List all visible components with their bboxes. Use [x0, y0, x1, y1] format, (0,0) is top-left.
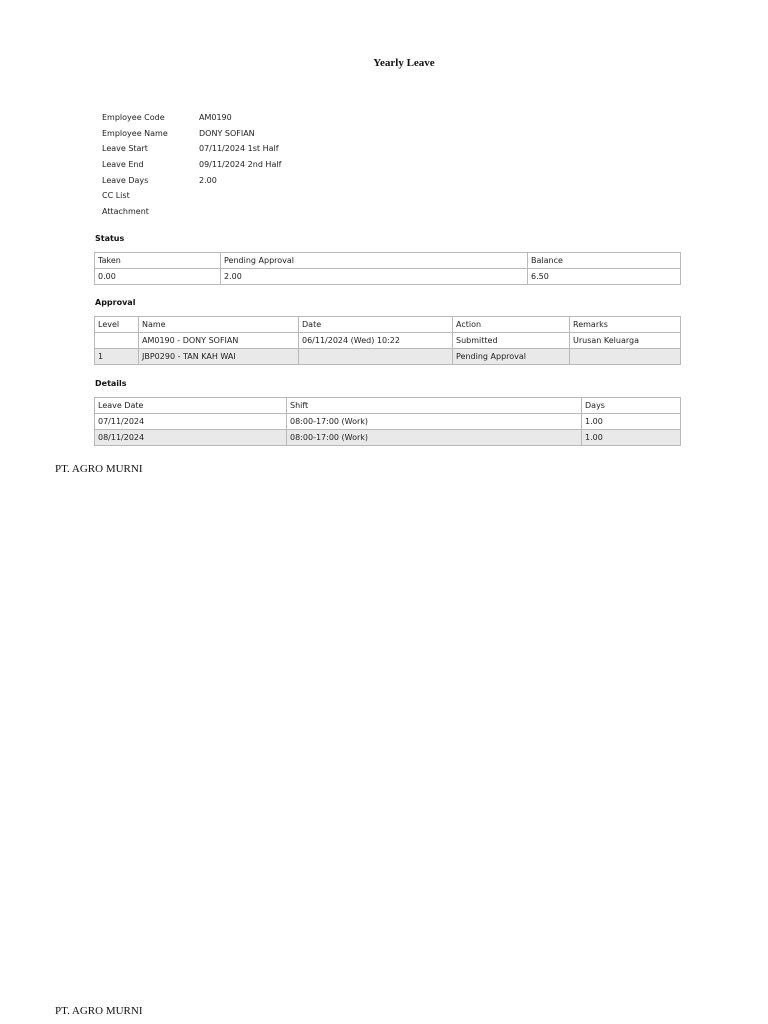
table-header-cell: Days [582, 398, 681, 414]
table-cell: 07/11/2024 [95, 414, 287, 430]
info-label: Employee Name [102, 128, 168, 138]
table-row [95, 269, 681, 285]
info-row-employee-code [102, 110, 281, 126]
table-cell: JBP0290 - TAN KAH WAI [139, 349, 299, 365]
info-label: Attachment [102, 206, 149, 216]
table-cell: 08:00-17:00 (Work) [287, 430, 582, 446]
table-cell: 6.50 [528, 269, 681, 285]
details-table [94, 397, 681, 446]
table-header-cell: Remarks [570, 317, 681, 333]
table-cell: 1 [95, 349, 139, 365]
table-header-cell: Name [139, 317, 299, 333]
info-row-cc-list [102, 188, 281, 204]
table-row [95, 333, 681, 349]
status-heading: Status [95, 234, 125, 243]
approval-table [94, 316, 681, 365]
table-cell: 0.00 [95, 269, 221, 285]
approval-heading: Approval [95, 298, 136, 307]
details-heading: Details [95, 379, 127, 388]
info-row-leave-start [102, 141, 281, 157]
table-cell [570, 349, 681, 365]
table-header-cell: Level [95, 317, 139, 333]
company-name-footer: PT. AGRO MURNI [55, 463, 143, 475]
table-header-cell: Shift [287, 398, 582, 414]
table-header-cell: Taken [95, 253, 221, 269]
table-row [95, 414, 681, 430]
table-cell: 08:00-17:00 (Work) [287, 414, 582, 430]
company-name-page-footer: PT. AGRO MURNI [55, 1005, 143, 1017]
info-label: Leave Days [102, 175, 149, 185]
table-cell: Pending Approval [453, 349, 570, 365]
info-value: AM0190 [199, 113, 232, 123]
table-header-cell: Action [453, 317, 570, 333]
info-row-leave-days [102, 172, 281, 188]
table-cell: 08/11/2024 [95, 430, 287, 446]
info-label: Leave Start [102, 144, 148, 154]
table-cell: Urusan Keluarga [570, 333, 681, 349]
info-row-leave-end [102, 157, 281, 173]
table-header-cell: Balance [528, 253, 681, 269]
info-label: CC List [102, 191, 130, 201]
info-value: 07/11/2024 1st Half [199, 144, 279, 154]
info-value: DONY SOFIAN [199, 128, 255, 138]
info-value: 09/11/2024 2nd Half [199, 160, 282, 170]
table-header-cell: Leave Date [95, 398, 287, 414]
status-table [94, 252, 681, 285]
info-row-attachment [102, 204, 281, 220]
table-header-row [95, 253, 681, 269]
info-label: Employee Code [102, 113, 165, 123]
page-title: Yearly Leave [373, 57, 435, 69]
table-cell: 1.00 [582, 414, 681, 430]
table-header-row [95, 317, 681, 333]
table-cell [95, 333, 139, 349]
table-cell: 06/11/2024 (Wed) 10:22 [299, 333, 453, 349]
table-cell: Submitted [453, 333, 570, 349]
table-header-cell: Date [299, 317, 453, 333]
table-cell [299, 349, 453, 365]
table-row [95, 349, 681, 365]
employee-info [102, 110, 281, 219]
table-header-cell: Pending Approval [221, 253, 528, 269]
info-label: Leave End [102, 160, 144, 170]
table-row [95, 430, 681, 446]
table-cell: 2.00 [221, 269, 528, 285]
info-row-employee-name [102, 126, 281, 142]
info-value: 2.00 [199, 175, 217, 185]
table-cell: 1.00 [582, 430, 681, 446]
table-cell: AM0190 - DONY SOFIAN [139, 333, 299, 349]
table-header-row [95, 398, 681, 414]
